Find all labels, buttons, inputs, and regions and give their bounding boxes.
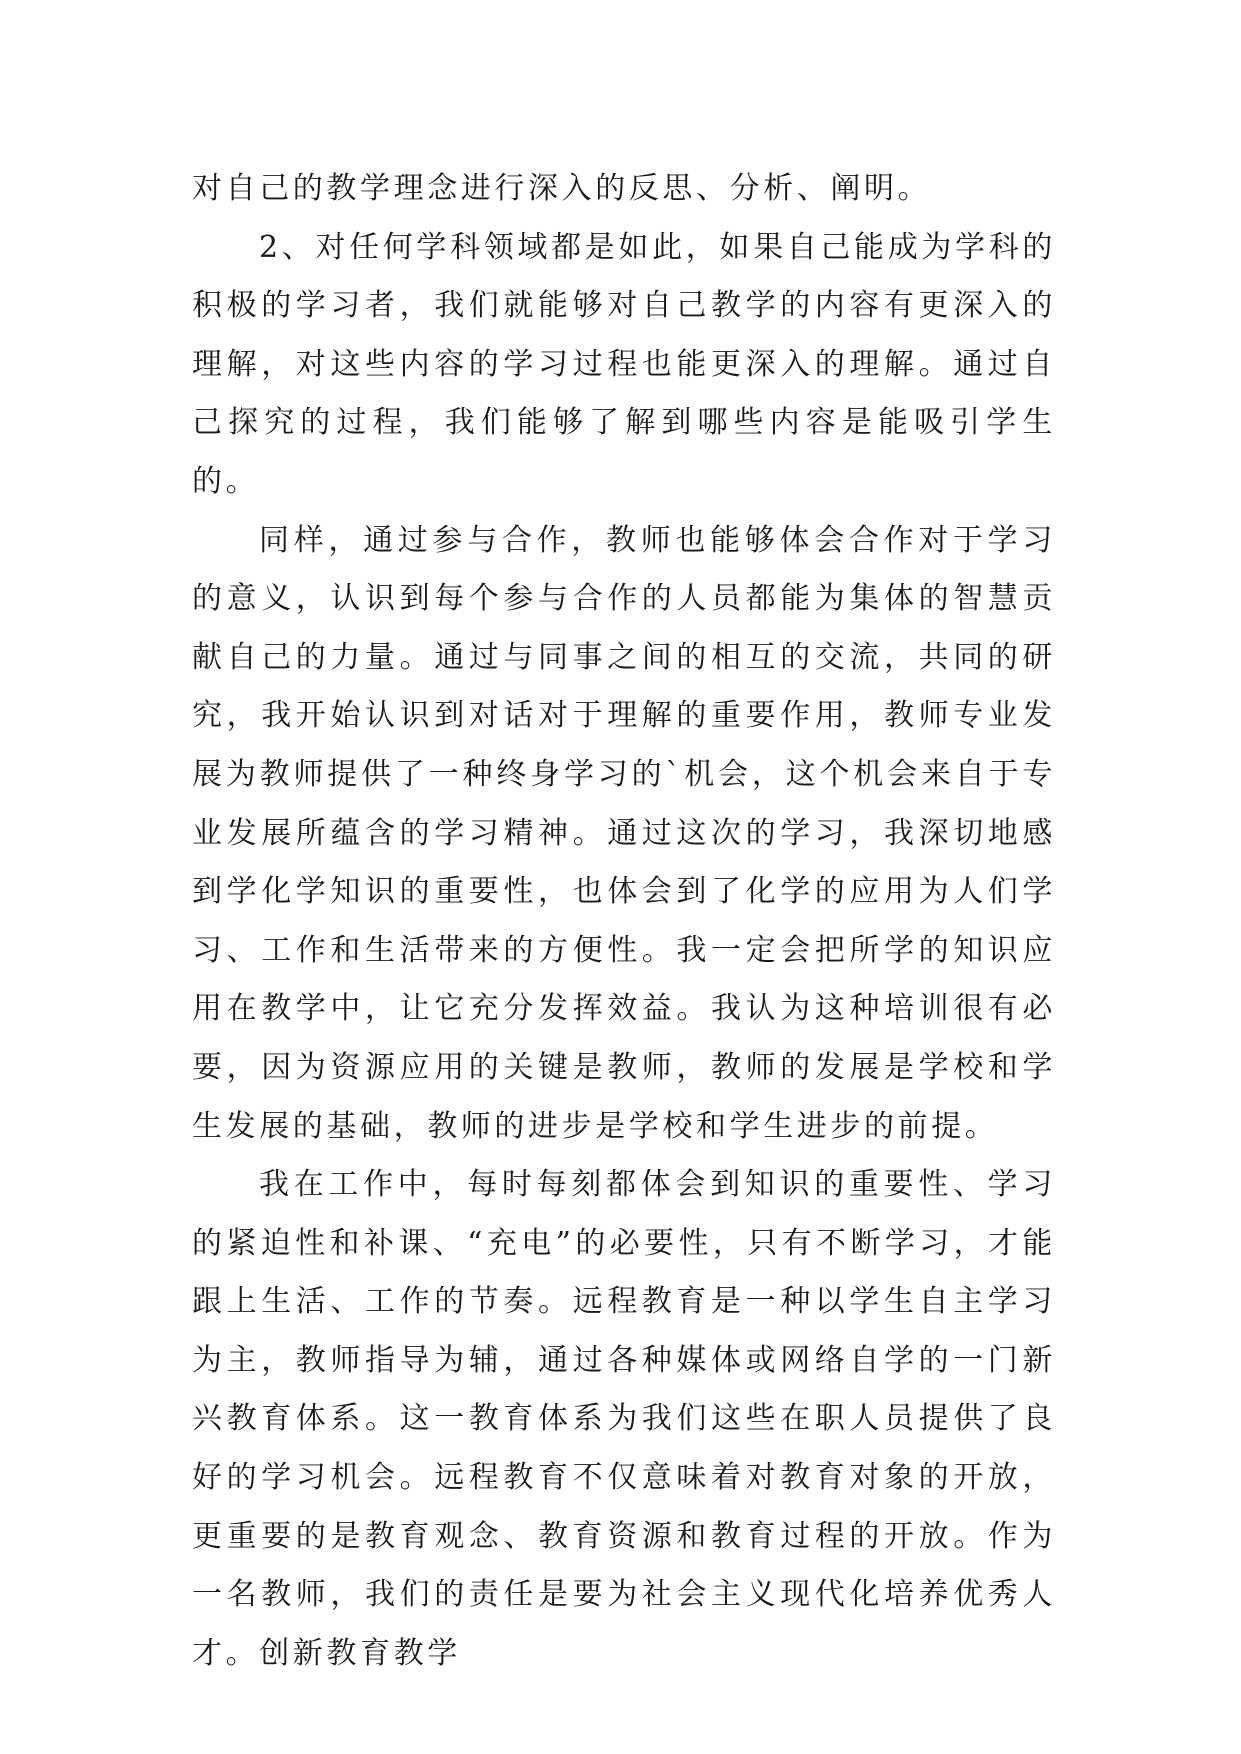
paragraph-3: 同样，通过参与合作，教师也能够体会合作对于学习的意义，认识到每个参与合作的人员都能为集体的智慧贡献自己的力量。通过与同事之间的相互的交流，共同的研究，我开始认识到对话对于理解的重要作用，教师专业发展为教师提供了一种终身学习的`机会，这个机会来自于专业发展所蕴含的学习精神。通过这次的学习，我深切地感到学化学知识的重要性，也体会到了化学的应用为人们学习、工作和生活带来的方便性。我一定会把所学的知识应用在教学中，让它充分发挥效益。我认为这种培训很有必要，因为资源应用的关键是教师，教师的发展是学校和学生发展的基础，教师的进步是学校和学生进步的前提。 [192, 522, 1056, 1144]
paragraph-1: 对自己的教学理念进行深入的反思、分析、阐明。 [192, 171, 932, 206]
paragraph-2: 2、对任何学科领域都是如此，如果自己能成为学科的积极的学习者，我们就能够对自己教学的内容有更深入的理解，对这些内容的学习过程也能更深入的理解。通过自己探究的过程，我们能够了解到哪些内容是能吸引学生的。 [192, 229, 1056, 499]
document-body [192, 160, 1056, 1683]
paragraph-4: 我在工作中，每时每刻都体会到知识的重要性、学习的紧迫性和补课、“充电”的必要性，只有不断学习，才能跟上生活、工作的节奏。远程教育是一种以学生自主学习为主，教师指导为辅，通过各种媒体或网络自学的一门新兴教育体系。这一教育体系为我们这些在职人员提供了良好的学习机会。远程教育不仅意味着对教育对象的开放，更重要的是教育观念、教育资源和教育过程的开放。作为一名教师，我们的责任是要为社会主义现代化培养优秀人才。创新教育教学 [192, 1167, 1056, 1671]
